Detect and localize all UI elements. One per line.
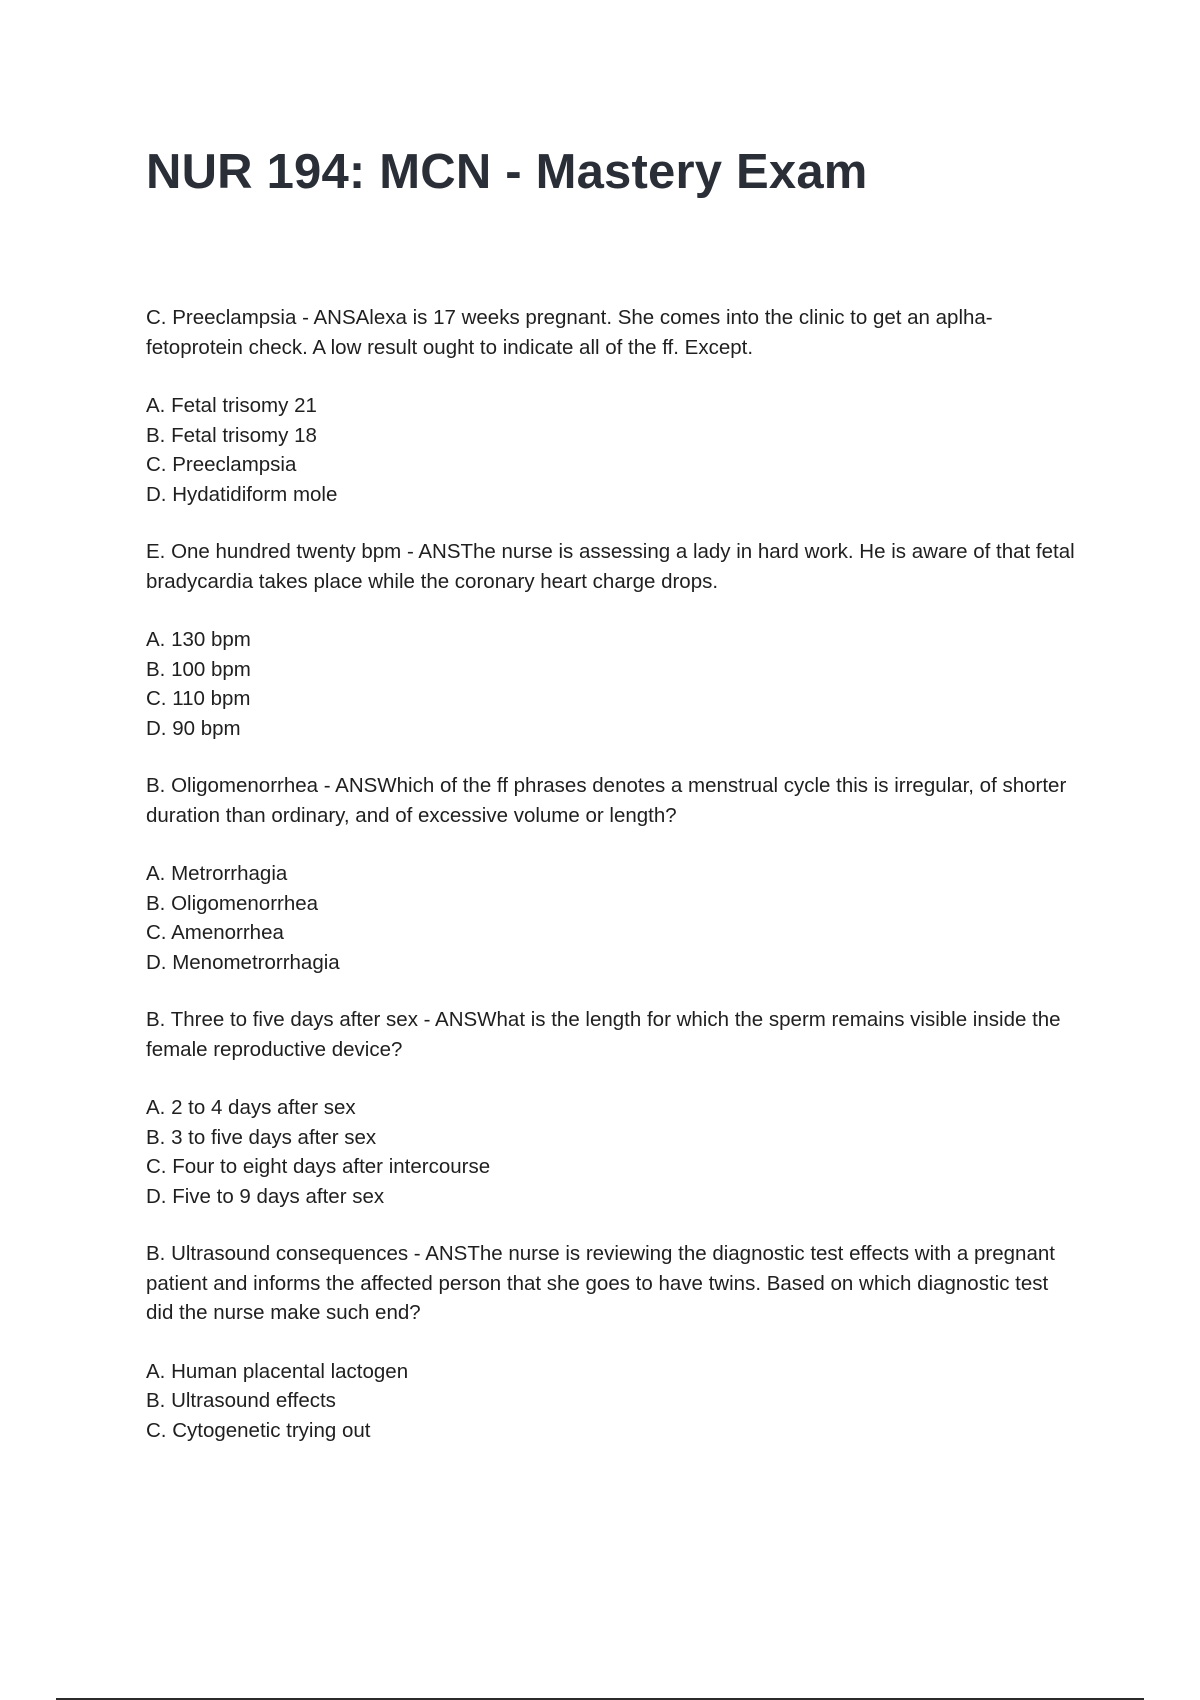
question-text: B. Ultrasound consequences - ANSThe nurse is reviewing the diagnostic test effects with a pregnant patient and informs the affected person that she goes to have twins. Based on which diagnostic test did the nurse make such end?: [146, 1242, 1055, 1324]
answer-option: C. Four to eight days after intercourse: [146, 1155, 491, 1178]
answer-option: A. 130 bpm: [146, 628, 251, 651]
answer-option: B. Ultrasound effects: [146, 1389, 336, 1412]
question-text: B. Oligomenorrhea - ANSWhich of the ff phrases denotes a menstrual cycle this is irregular, of shorter duration than ordinary, and of excessive volume or length?: [146, 774, 1067, 827]
question-text: E. One hundred twenty bpm - ANSThe nurse is assessing a lady in hard work. He is aware of that fetal bradycardia takes place while the coronary heart charge drops.: [146, 540, 1075, 593]
answer-option: A. 2 to 4 days after sex: [146, 1096, 356, 1119]
answer-option: A. Fetal trisomy 21: [146, 394, 317, 417]
page-title: NUR 194: MCN - Mastery Exam: [146, 145, 868, 199]
question-block-1: [146, 303, 1076, 509]
answer-options: [146, 1357, 1076, 1446]
answer-options: [146, 625, 1076, 743]
answer-option: A. Human placental lactogen: [146, 1359, 409, 1383]
answer-option: C. 110 bpm: [146, 687, 251, 710]
question-block-4: [146, 1005, 1076, 1211]
question-block-2: [146, 537, 1076, 743]
question-text: C. Preeclampsia - ANSAlexa is 17 weeks pregnant. She comes into the clinic to get an aplha-fetoprotein check. A low result ought to indicate all of the ff. Except.: [146, 306, 993, 359]
answer-option: D. Menometrorrhagia: [146, 950, 340, 974]
answer-option: C. Cytogenetic trying out: [146, 1418, 371, 1442]
answer-option: B. 100 bpm: [146, 657, 251, 681]
question-block-5: [146, 1239, 1076, 1445]
question-text: B. Three to five days after sex - ANSWhat is the length for which the sperm remains visible inside the female reproductive device?: [146, 1008, 1061, 1061]
question-list: [146, 303, 1076, 1473]
answer-option: C. Preeclampsia: [146, 453, 297, 476]
answer-option: D. Hydatidiform mole: [146, 482, 338, 506]
answer-option: A. Metrorrhagia: [146, 862, 288, 885]
answer-option: D. 90 bpm: [146, 716, 241, 740]
answer-option: B. Oligomenorrhea: [146, 891, 319, 915]
answer-option: D. Five to 9 days after sex: [146, 1184, 385, 1208]
answer-options: [146, 1093, 1076, 1211]
answer-options: [146, 391, 1076, 509]
answer-options: [146, 859, 1076, 977]
question-block-3: [146, 771, 1076, 977]
answer-option: B. Fetal trisomy 18: [146, 423, 317, 447]
answer-option: C. Amenorrhea: [146, 921, 284, 944]
answer-option: B. 3 to five days after sex: [146, 1125, 377, 1149]
